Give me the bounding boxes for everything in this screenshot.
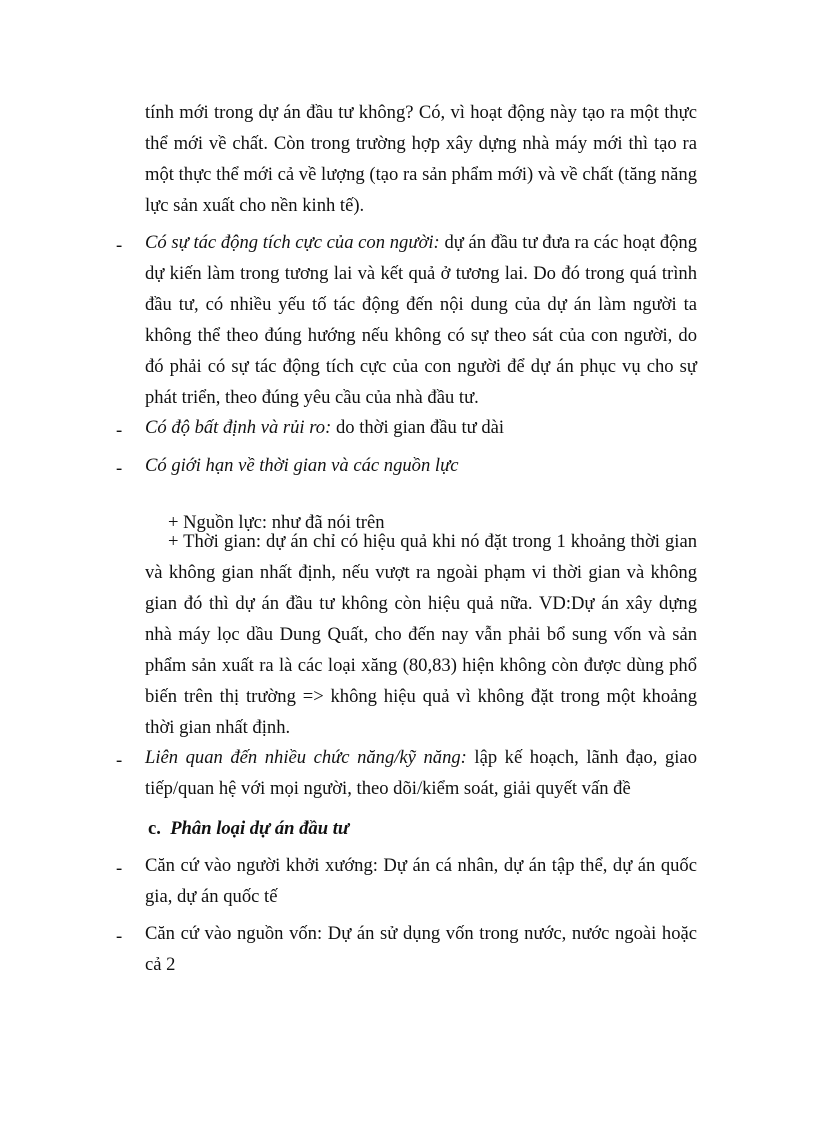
bullet-text: dự án đầu tư đưa ra các hoạt động dự kiến làm trong tương lai và kết quả ở tương lai. Do đó trong quá trình đầu tư, có nhiều yếu tố tác động đến nội dung của dự án làm người ta không thể theo đúng hướng nếu không có sự theo sát của con người, do đó phải có sự tác động tích cực của con người để dự án phục vụ cho sự phát triển, theo đúng yêu cầu của nhà đầu tư. [145, 232, 698, 408]
bullet-title: Có giới hạn về thời gian và các nguồn lực [145, 455, 459, 476]
section-heading [148, 813, 349, 844]
bullet-item-skills [145, 742, 697, 804]
bullet-text: lập kế hoạch, lãnh đạo, giao tiếp/quan hệ với mọi người, theo dõi/kiểm soát, giải quyết vấn đề [145, 747, 697, 799]
heading-title: Phân loại dự án đầu tư [170, 818, 350, 839]
bullet-dash: - [116, 750, 123, 771]
bullet-title: Có sự tác động tích cực của con người: [145, 232, 440, 253]
paragraph-continuation: tính mới trong dự án đầu tư không? Có, vì hoạt động này tạo ra một thực thể mới về chất. Còn trong trường hợp xây dựng nhà máy mới thì tạo ra một thực thể mới cả về lượng (tạo ra sản phẩm mới) và về chất (tăng năng lực sản xuất cho nền kinh tế). [145, 102, 697, 216]
bullet-dash: - [116, 420, 123, 441]
bullet-item-initiator: Căn cứ vào người khởi xướng: Dự án cá nhân, dự án tập thể, dự án quốc gia, dự án quốc tế [145, 855, 697, 907]
bullet-dash: - [116, 235, 123, 256]
bullet-title: Liên quan đến nhiều chức năng/kỹ năng: [145, 747, 467, 768]
bullet-title: Có độ bất định và rủi ro: [145, 417, 332, 438]
bullet-item-uncertainty [145, 412, 697, 443]
bullet-dash: - [116, 858, 123, 879]
bullet-item-limits [145, 450, 697, 481]
sub-item-resources: + Nguồn lực: như đã nói trên [168, 511, 385, 533]
bullet-item-human-impact [145, 227, 697, 413]
heading-letter: c. [148, 818, 161, 839]
bullet-dash: - [116, 926, 123, 947]
bullet-text: do thời gian đầu tư dài [331, 417, 505, 438]
bullet-item-capital-source: Căn cứ vào nguồn vốn: Dự án sử dụng vốn trong nước, nước ngoài hoặc cả 2 [145, 923, 697, 975]
sub-item-time: + Thời gian: dự án chỉ có hiệu quả khi nó đặt trong 1 khoảng thời gian và không gian nhất định, nếu vượt ra ngoài phạm vi thời gian và không gian đó thì dự án đầu tư không còn hiệu quả nữa. VD:Dự án xây dựng nhà máy lọc dầu Dung Quất, cho đến nay vẫn phải bổ sung vốn và sản phẩm sản xuất ra là các loại xăng (80,83) hiện không còn được dùng phổ biến trên thị trường => không hiệu quả vì không đặt trong một khoảng thời gian nhất định. [145, 531, 697, 738]
bullet-dash: - [116, 458, 123, 479]
